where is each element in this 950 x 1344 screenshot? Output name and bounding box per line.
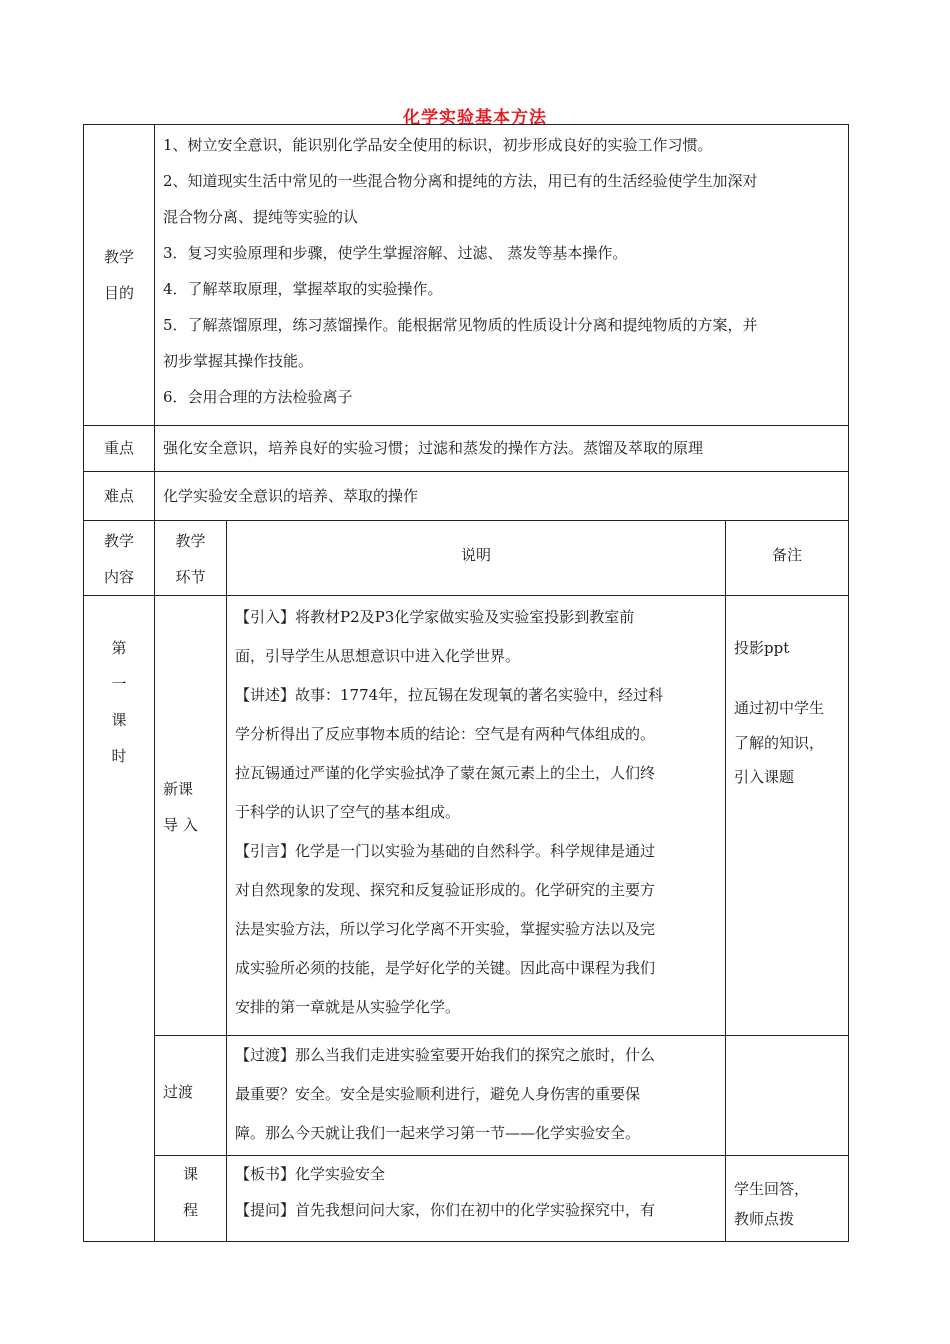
key-points-label: 重点 — [84, 426, 155, 472]
lesson-plan-table — [83, 124, 849, 1242]
objective-line: 4．了解萃取原理，掌握萃取的实验操作。 — [163, 280, 443, 298]
objective-line: 初步掌握其操作技能。 — [163, 352, 314, 370]
objective-line: 1、树立安全意识，能识别化学品安全使用的标识，初步形成良好的实验工作习惯。 — [163, 136, 713, 154]
description-line: 学分析得出了反应事物本质的结论：空气是有两种气体组成的。 — [235, 725, 656, 743]
description-line: 【板书】化学实验安全 — [235, 1165, 386, 1183]
header-description: 说明 — [227, 521, 726, 596]
objective-line: 3．复习实验原理和步骤，使学生掌握溶解、过滤、 蒸发等基本操作。 — [163, 244, 628, 262]
document-title: 化学实验基本方法 — [403, 108, 547, 128]
description-course — [227, 1156, 726, 1242]
description-line: 【讲述】故事：1774年，拉瓦锡在发现氧的著名实验中，经过科 — [235, 686, 664, 704]
remarks-transition — [726, 1036, 849, 1156]
description-line: 障。那么今天就让我们一起来学习第一节——化学实验安全。 — [235, 1124, 641, 1142]
description-line: 【过渡】那么当我们走进实验室要开始我们的探究之旅时，什么 — [235, 1046, 656, 1064]
difficulties-label: 难点 — [84, 472, 155, 521]
remarks-course: 学生回答， 教师点拨 — [726, 1156, 849, 1242]
section-row-intro — [84, 596, 849, 1036]
objectives-content — [155, 125, 849, 426]
description-line: 面，引导学生从思想意识中进入化学世界。 — [235, 647, 521, 665]
section-row-course — [84, 1156, 849, 1242]
objective-line: 6．会用合理的方法检验离子 — [163, 388, 353, 406]
section-row-transition — [84, 1036, 849, 1156]
objectives-label: 教学 目的 — [84, 125, 155, 426]
difficulties-row — [84, 472, 849, 521]
lesson-period-label: 第 一 课 时 — [84, 596, 155, 1242]
description-line: 成实验所必须的技能，是学好化学的关键。因此高中课程为我们 — [235, 959, 656, 977]
key-points-row — [84, 426, 849, 472]
description-line: 于科学的认识了空气的基本组成。 — [235, 803, 461, 821]
description-line: 【提问】首先我想问问大家，你们在初中的化学实验探究中，有 — [235, 1201, 656, 1219]
description-line: 【引入】将教材P2及P3化学家做实验及实验室投影到教室前 — [235, 608, 635, 626]
objectives-row — [84, 125, 849, 426]
description-line: 【引言】化学是一门以实验为基础的自然科学。科学规律是通过 — [235, 842, 656, 860]
objective-line: 2、知道现实生活中常见的一些混合物分离和提纯的方法，用已有的生活经验使学生加深对 — [163, 172, 758, 190]
header-content: 教学 内容 — [84, 521, 155, 596]
description-line: 安排的第一章就是从实验学化学。 — [235, 998, 461, 1016]
header-stage: 教学 环节 — [155, 521, 227, 596]
description-transition — [227, 1036, 726, 1156]
objective-line: 5．了解蒸馏原理，练习蒸馏操作。能根据常见物质的性质设计分离和提纯物质的方案，并 — [163, 316, 758, 334]
key-points-content: 强化安全意识，培养良好的实验习惯；过滤和蒸发的操作方法。蒸馏及萃取的原理 — [155, 426, 849, 472]
description-line: 法是实验方法，所以学习化学离不开实验，掌握实验方法以及完 — [235, 920, 656, 938]
description-intro — [227, 596, 726, 1036]
table-header-row — [84, 521, 849, 596]
objective-line: 混合物分离、提纯等实验的认 — [163, 208, 359, 226]
description-line: 对自然现象的发现、探究和反复验证形成的。化学研究的主要方 — [235, 881, 656, 899]
stage-intro: 新课 导 入 — [155, 596, 227, 1036]
description-line: 最重要？安全。安全是实验顺利进行，避免人身伤害的重要保 — [235, 1085, 641, 1103]
header-remarks: 备注 — [726, 521, 849, 596]
stage-transition: 过渡 — [155, 1036, 227, 1156]
stage-course: 课 程 — [155, 1156, 227, 1242]
description-line: 拉瓦锡通过严谨的化学实验拭净了蒙在氮元素上的尘土，人们终 — [235, 764, 656, 782]
difficulties-content: 化学实验安全意识的培养、萃取的操作 — [155, 472, 849, 521]
remarks-intro: 投影ppt 通过初中学生 了解的知识， 引入课题 — [726, 596, 849, 1036]
